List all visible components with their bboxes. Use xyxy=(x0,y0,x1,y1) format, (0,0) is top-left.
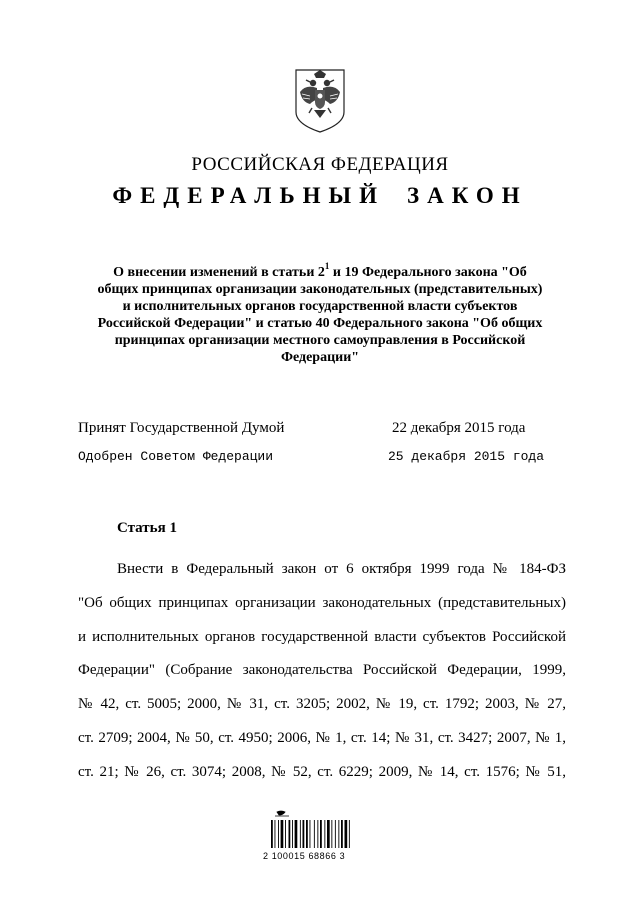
law-type-heading xyxy=(0,183,640,209)
barcode-bar xyxy=(331,820,332,848)
barcode-bar xyxy=(275,820,276,848)
council-approval-date: 25 декабря 2015 года xyxy=(388,449,545,464)
barcode-bar xyxy=(320,820,322,848)
barcode-bar xyxy=(327,820,330,848)
law-type-word-2: ЗАКОН xyxy=(407,183,528,208)
barcode-bar xyxy=(306,820,308,848)
article-line: ст. 21; № 26, ст. 3074; 2008, № 52, ст. 6229; 2009, № 14, ст. 1576; № 51, xyxy=(78,763,566,780)
law-title-part-2: и 19 Федерального закона "Об общих принципах организации законодательных (представительных) и исполнительных органов государственной власти субъектов Российской Федерации" и статью 40 Федерального закона "Об общих принципах организации местного самоуправления в Российской Федерации" xyxy=(97,265,543,365)
barcode-bar xyxy=(314,820,315,848)
article-line: ст. 2709; 2004, № 50, ст. 4950; 2006, № 1, ст. 14; № 31, ст. 3427; 2007, № 1, xyxy=(78,729,566,746)
barcode-bar xyxy=(341,820,343,848)
council-approval-label: Одобрен Советом Федерации xyxy=(78,449,274,464)
barcode-bar xyxy=(300,820,301,848)
barcode-bar xyxy=(317,820,318,848)
barcode-bar xyxy=(295,820,298,848)
barcode-bar xyxy=(335,820,336,848)
barcode-icon xyxy=(263,810,363,850)
barcode-bar xyxy=(310,820,311,848)
article-line: Внести в Федеральный закон от 6 октября 1999 года № 184-ФЗ xyxy=(117,561,566,577)
barcode-bar xyxy=(278,820,279,848)
barcode-bar xyxy=(285,820,286,848)
barcode-bar xyxy=(303,820,305,848)
barcode-bar xyxy=(338,820,339,848)
barcode-bar xyxy=(281,820,284,848)
barcode-bar xyxy=(289,820,291,848)
barcode-bar xyxy=(292,820,293,848)
document-barcode xyxy=(263,810,373,861)
barcode-number: 2 100015 68866 3 xyxy=(263,851,346,861)
article-body xyxy=(78,553,566,790)
barcode-bar xyxy=(349,820,350,848)
article-line: и исполнительных органов государственной власти субъектов Российской xyxy=(78,628,566,645)
law-title-part-1: О внесении изменений в статьи 2 xyxy=(113,265,325,280)
article-line: "Об общих принципах организации законодательных (представительных) xyxy=(78,594,566,611)
article-line: Федерации" (Собрание законодательства Российской Федерации, 1999, xyxy=(78,662,566,679)
country-heading: РОССИЙСКАЯ ФЕДЕРАЦИЯ xyxy=(191,154,449,175)
barcode-bar xyxy=(324,820,325,848)
law-type-word-1: ФЕДЕРАЛЬНЫЙ xyxy=(112,183,386,208)
barcode-bar xyxy=(271,820,273,848)
duma-adoption-label: Принят Государственной Думой xyxy=(78,420,285,436)
state-emblem-icon xyxy=(284,64,356,136)
article-heading: Статья 1 xyxy=(117,520,177,536)
law-title-superscript: 1 xyxy=(324,261,330,272)
article-line: № 42, ст. 5005; 2000, № 31, ст. 3205; 2002, № 19, ст. 1792; 2003, № 27, xyxy=(78,696,566,713)
law-title xyxy=(95,261,545,366)
duma-adoption-date: 22 декабря 2015 года xyxy=(392,420,526,436)
barcode-bar xyxy=(345,820,348,848)
